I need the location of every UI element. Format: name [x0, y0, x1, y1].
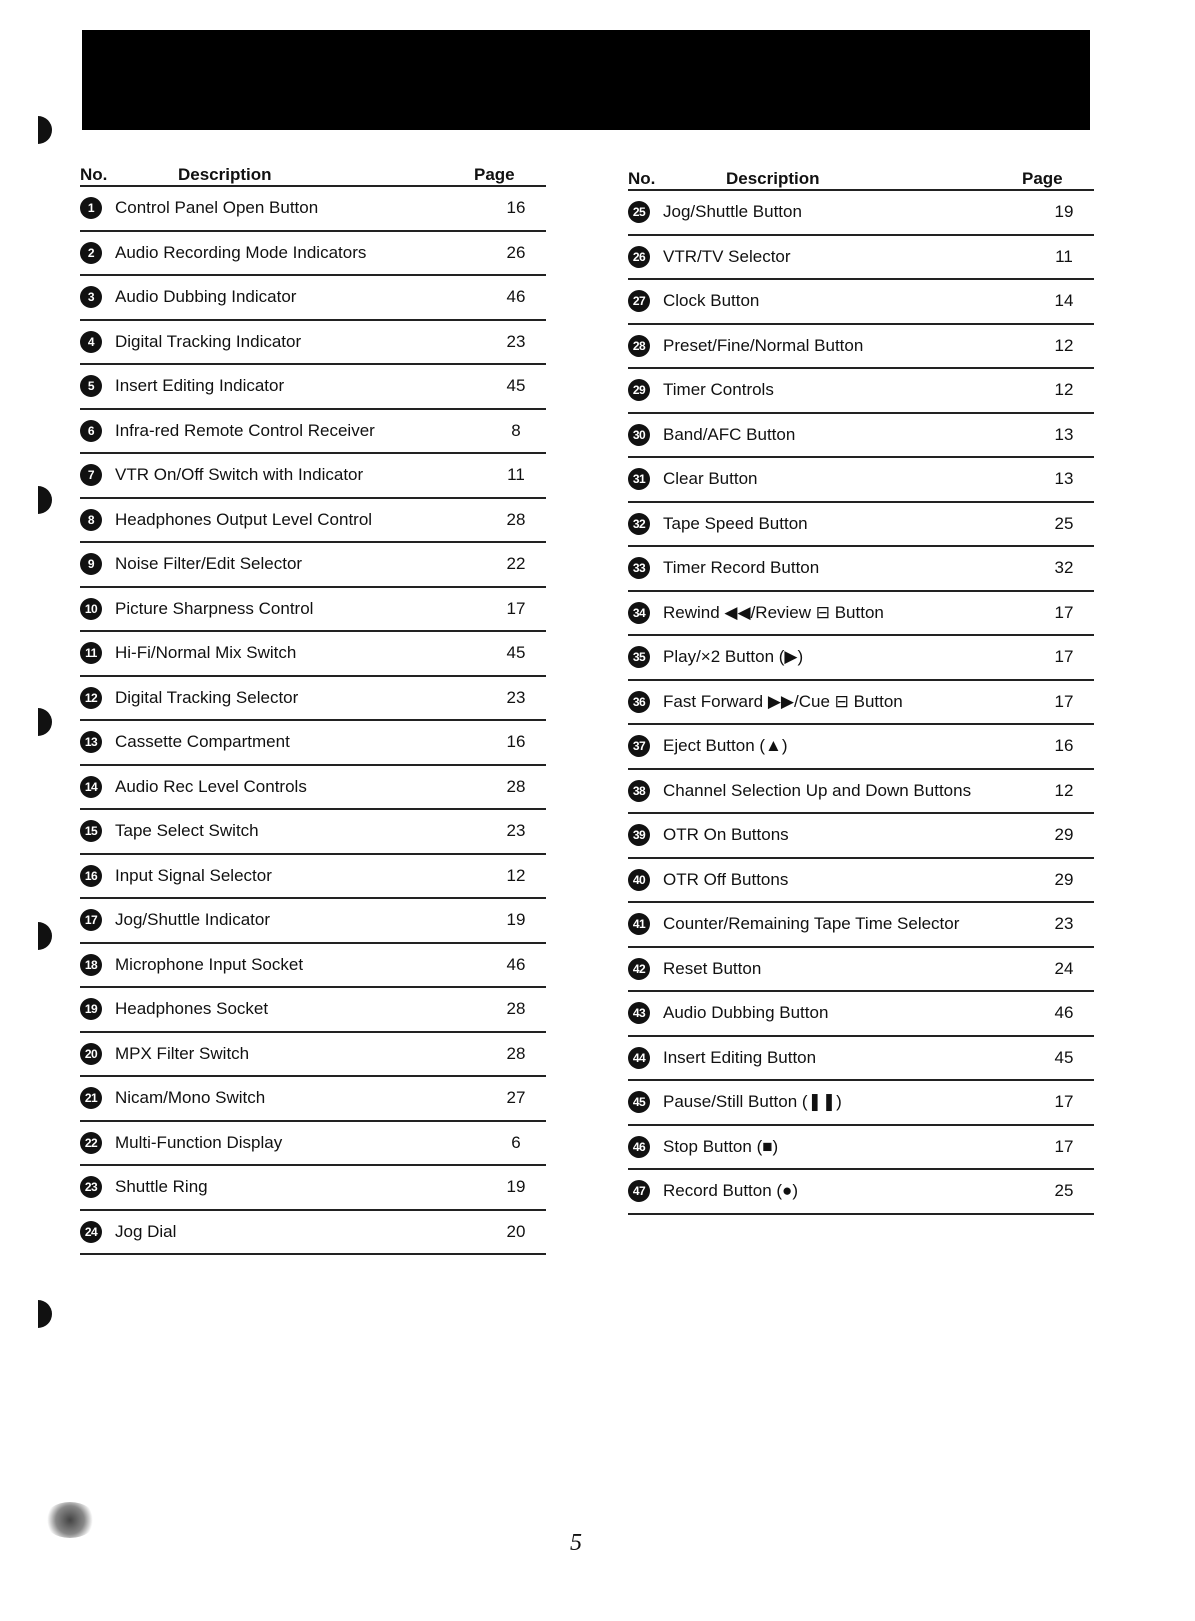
item-number-badge: 47 [628, 1180, 650, 1202]
item-number-badge: 39 [628, 824, 650, 846]
table-row [628, 725, 1094, 770]
item-number-badge: 6 [80, 420, 102, 442]
table-row [80, 410, 546, 455]
table-row [628, 1170, 1094, 1215]
table-row [80, 810, 546, 855]
table-row [80, 543, 546, 588]
item-description: MPX Filter Switch [115, 1043, 250, 1063]
item-page: 16 [1054, 736, 1074, 756]
item-page: 12 [1054, 335, 1074, 355]
table-row [628, 681, 1094, 726]
item-page: 23 [506, 331, 526, 351]
table-row [628, 770, 1094, 815]
item-page: 23 [506, 821, 526, 841]
table-row [80, 1077, 546, 1122]
item-number-badge: 33 [628, 557, 650, 579]
item-number-badge: 26 [628, 246, 650, 268]
item-page: 29 [1054, 825, 1074, 845]
item-number-badge: 3 [80, 286, 102, 308]
item-page: 26 [506, 242, 526, 262]
item-description: Record Button (●) [663, 1181, 798, 1201]
item-page: 20 [506, 1221, 526, 1241]
header-description: Description [726, 169, 820, 188]
table-row [628, 814, 1094, 859]
item-page: 12 [1054, 780, 1074, 800]
item-page: 23 [506, 687, 526, 707]
item-number-badge: 42 [628, 958, 650, 980]
item-description: OTR Off Buttons [663, 869, 789, 889]
item-page: 29 [1054, 869, 1074, 889]
item-page: 46 [506, 954, 526, 974]
item-number-badge: 25 [628, 201, 650, 223]
item-number-badge: 9 [80, 553, 102, 575]
item-description: Tape Select Switch [115, 821, 259, 841]
table-row [80, 766, 546, 811]
table-row [80, 721, 546, 766]
item-page: 25 [1054, 1181, 1074, 1201]
table-row [80, 321, 546, 366]
item-description: Stop Button (■) [663, 1136, 779, 1156]
item-page: 19 [1054, 202, 1074, 222]
item-page: 17 [1054, 602, 1074, 622]
item-description: Insert Editing Indicator [115, 376, 285, 396]
item-page: 22 [506, 554, 526, 574]
item-description: Audio Dubbing Indicator [115, 287, 297, 307]
item-description: Hi-Fi/Normal Mix Switch [115, 643, 297, 663]
item-number-badge: 41 [628, 913, 650, 935]
item-number-badge: 32 [628, 513, 650, 535]
binding-mark [38, 708, 52, 736]
item-number-badge: 35 [628, 646, 650, 668]
item-number-badge: 46 [628, 1136, 650, 1158]
item-description: Pause/Still Button (❚❚) [663, 1092, 842, 1112]
item-description: Shuttle Ring [115, 1177, 208, 1197]
item-number-badge: 29 [628, 379, 650, 401]
item-page: 12 [506, 865, 526, 885]
item-number-badge: 19 [80, 998, 102, 1020]
item-description: Preset/Fine/Normal Button [663, 335, 864, 355]
item-description: Insert Editing Button [663, 1047, 817, 1067]
item-page: 24 [1054, 958, 1074, 978]
item-description: Headphones Output Level Control [115, 509, 373, 529]
table-row [628, 948, 1094, 993]
header-description: Description [178, 165, 272, 184]
item-page: 13 [1054, 469, 1074, 489]
item-page: 13 [1054, 424, 1074, 444]
item-number-badge: 23 [80, 1176, 102, 1198]
item-description: Jog/Shuttle Button [663, 202, 802, 222]
item-description: Noise Filter/Edit Selector [115, 554, 303, 574]
item-page: 19 [506, 910, 526, 930]
table-row [80, 1211, 546, 1256]
item-number-badge: 28 [628, 335, 650, 357]
item-number-badge: 5 [80, 375, 102, 397]
item-page: 28 [506, 1043, 526, 1063]
item-description: Reset Button [663, 958, 762, 978]
table-row [628, 592, 1094, 637]
header-no: No. [628, 169, 656, 188]
table-row [628, 547, 1094, 592]
table-row [628, 1037, 1094, 1082]
item-page: 8 [511, 420, 521, 440]
item-description: Counter/Remaining Tape Time Selector [663, 914, 960, 934]
table-row [80, 365, 546, 410]
item-description: Timer Record Button [663, 558, 820, 578]
item-description: OTR On Buttons [663, 825, 789, 845]
table-row [80, 1033, 546, 1078]
table-row [628, 859, 1094, 904]
item-description: Channel Selection Up and Down Buttons [663, 780, 972, 800]
item-number-badge: 7 [80, 464, 102, 486]
page-number: 5 [570, 1530, 582, 1556]
table-row [80, 232, 546, 277]
table-row [80, 1122, 546, 1167]
table-row [80, 1166, 546, 1211]
header-page: Page [474, 165, 515, 184]
table-row [80, 988, 546, 1033]
table-row [80, 187, 546, 232]
item-description: Timer Controls [663, 380, 774, 400]
table-row [628, 636, 1094, 681]
header-page: Page [1022, 169, 1063, 188]
item-page: 25 [1054, 513, 1074, 533]
item-description: VTR/TV Selector [663, 246, 791, 266]
item-page: 14 [1054, 291, 1074, 311]
item-description: Jog Dial [115, 1221, 177, 1241]
item-description: Audio Dubbing Button [663, 1003, 829, 1023]
item-page: 45 [1054, 1047, 1074, 1067]
item-page: 27 [506, 1088, 526, 1108]
item-page: 19 [506, 1177, 526, 1197]
item-description: Audio Recording Mode Indicators [115, 242, 367, 262]
binding-mark [38, 486, 52, 514]
item-page: 17 [1054, 647, 1074, 667]
item-page: 17 [1054, 691, 1074, 711]
table-row [80, 454, 546, 499]
item-number-badge: 2 [80, 242, 102, 264]
item-description: Clear Button [663, 469, 758, 489]
item-number-badge: 8 [80, 509, 102, 531]
table-row [628, 280, 1094, 325]
item-description: Picture Sharpness Control [115, 598, 314, 618]
item-number-badge: 20 [80, 1043, 102, 1065]
table-row [80, 855, 546, 900]
item-description: Jog/Shuttle Indicator [115, 910, 270, 930]
item-number-badge: 31 [628, 468, 650, 490]
item-number-badge: 11 [80, 642, 102, 664]
item-number-badge: 10 [80, 598, 102, 620]
item-number-badge: 34 [628, 602, 650, 624]
parts-table-right [628, 152, 1094, 1215]
item-number-badge: 13 [80, 731, 102, 753]
item-page: 16 [506, 198, 526, 218]
item-description: Audio Rec Level Controls [115, 776, 307, 796]
table-row [80, 588, 546, 633]
item-page: 6 [511, 1132, 521, 1152]
item-description: Tape Speed Button [663, 513, 808, 533]
table-header [628, 152, 1094, 191]
item-description: Clock Button [663, 291, 760, 311]
item-number-badge: 24 [80, 1221, 102, 1243]
item-number-badge: 1 [80, 197, 102, 219]
item-description: Nicam/Mono Switch [115, 1088, 266, 1108]
item-number-badge: 15 [80, 820, 102, 842]
item-page: 11 [1055, 246, 1073, 266]
table-row [628, 903, 1094, 948]
table-row [628, 1081, 1094, 1126]
item-description: Fast Forward ▶▶/Cue ⊟ Button [663, 691, 903, 711]
item-page: 16 [506, 732, 526, 752]
table-row [628, 325, 1094, 370]
item-description: Rewind ◀◀/Review ⊟ Button [663, 602, 884, 622]
item-page: 45 [506, 643, 526, 663]
item-number-badge: 18 [80, 954, 102, 976]
item-page: 45 [506, 376, 526, 396]
item-number-badge: 16 [80, 865, 102, 887]
table-row [80, 677, 546, 722]
item-number-badge: 14 [80, 776, 102, 798]
item-description: Control Panel Open Button [115, 198, 319, 218]
item-number-badge: 44 [628, 1047, 650, 1069]
table-row [628, 458, 1094, 503]
item-page: 46 [506, 287, 526, 307]
binding-mark [38, 116, 52, 144]
header-no: No. [80, 165, 108, 184]
binding-mark [38, 1300, 52, 1328]
item-description: Eject Button (▲) [663, 736, 788, 756]
item-number-badge: 21 [80, 1087, 102, 1109]
item-number-badge: 22 [80, 1132, 102, 1154]
item-page: 12 [1054, 380, 1074, 400]
table-row [628, 992, 1094, 1037]
item-number-badge: 12 [80, 687, 102, 709]
scan-smudge [44, 1502, 96, 1538]
item-page: 32 [1054, 558, 1074, 578]
item-page: 17 [1054, 1136, 1074, 1156]
item-description: Infra-red Remote Control Receiver [115, 420, 375, 440]
parts-table-left [80, 148, 546, 1255]
item-page: 46 [1054, 1003, 1074, 1023]
table-row [628, 414, 1094, 459]
item-description: VTR On/Off Switch with Indicator [115, 465, 364, 485]
item-page: 17 [506, 598, 526, 618]
item-number-badge: 38 [628, 780, 650, 802]
binding-mark [38, 922, 52, 950]
item-number-badge: 43 [628, 1002, 650, 1024]
item-page: 28 [506, 509, 526, 529]
table-row [628, 191, 1094, 236]
item-description: Microphone Input Socket [115, 954, 304, 974]
table-header [80, 148, 546, 187]
table-row [628, 1126, 1094, 1171]
item-description: Multi-Function Display [115, 1132, 283, 1152]
item-description: Digital Tracking Indicator [115, 331, 302, 351]
item-number-badge: 4 [80, 331, 102, 353]
item-page: 11 [507, 465, 525, 485]
item-number-badge: 30 [628, 424, 650, 446]
item-number-badge: 27 [628, 290, 650, 312]
table-row [80, 499, 546, 544]
table-row [628, 369, 1094, 414]
item-page: 28 [506, 999, 526, 1019]
item-description: Band/AFC Button [663, 424, 796, 444]
item-description: Headphones Socket [115, 999, 269, 1019]
item-description: Play/×2 Button (▶) [663, 647, 804, 667]
item-description: Cassette Compartment [115, 732, 290, 752]
table-row [80, 276, 546, 321]
item-page: 28 [506, 776, 526, 796]
item-number-badge: 40 [628, 869, 650, 891]
item-description: Input Signal Selector [115, 865, 272, 885]
table-row [628, 503, 1094, 548]
item-page: 17 [1054, 1092, 1074, 1112]
table-row [628, 236, 1094, 281]
item-description: Digital Tracking Selector [115, 687, 299, 707]
item-number-badge: 36 [628, 691, 650, 713]
item-number-badge: 17 [80, 909, 102, 931]
table-row [80, 632, 546, 677]
table-row [80, 944, 546, 989]
header-black-bar [82, 30, 1090, 130]
item-number-badge: 45 [628, 1091, 650, 1113]
item-number-badge: 37 [628, 735, 650, 757]
table-row [80, 899, 546, 944]
item-page: 23 [1054, 914, 1074, 934]
